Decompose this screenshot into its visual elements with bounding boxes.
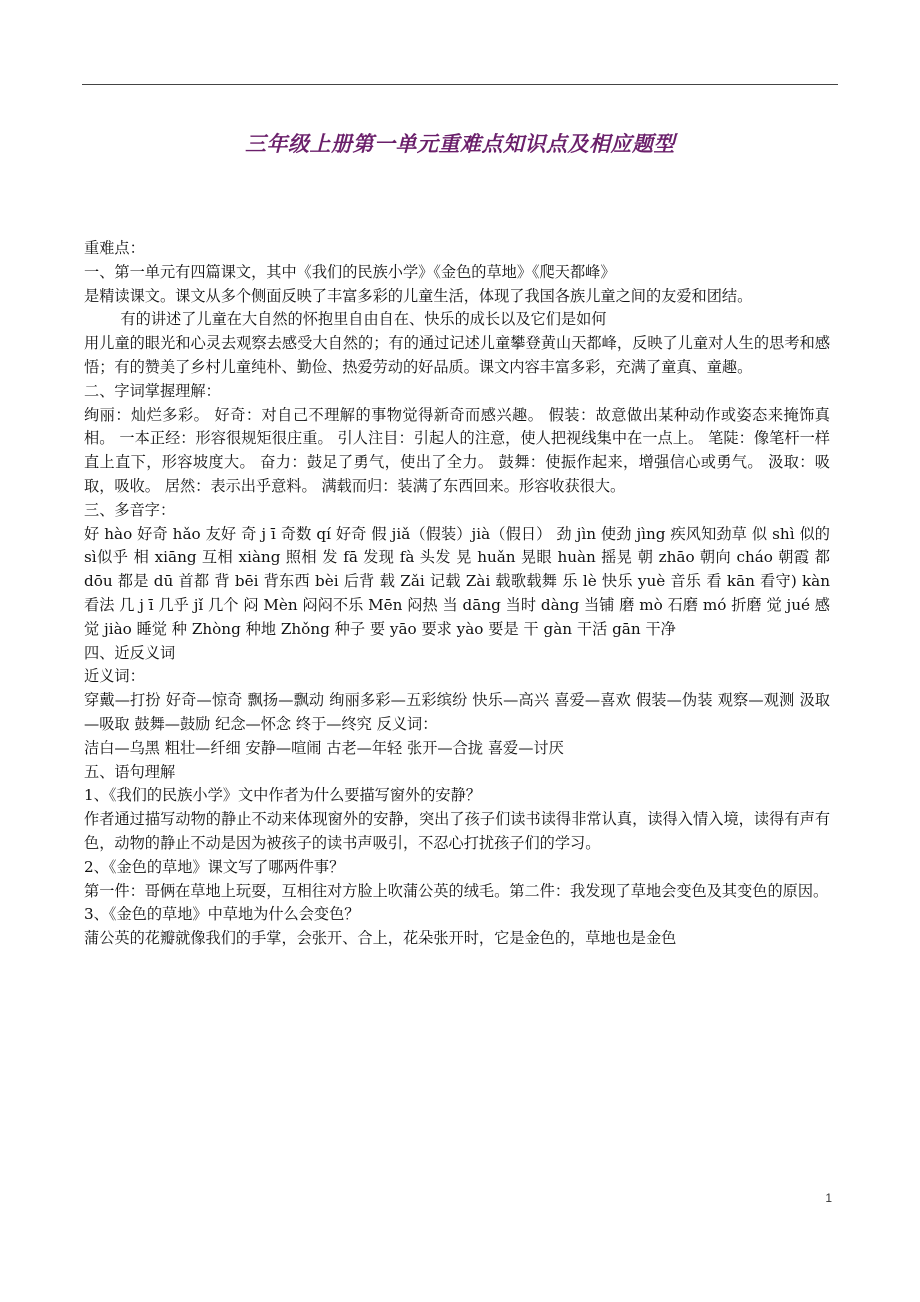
paragraph: 重难点： <box>84 239 145 257</box>
paragraph: 一、第一单元有四篇课文，其中《我们的民族小学》《金色的草地》《爬天都峰》 <box>84 262 616 281</box>
paragraph: 第一件：哥俩在草地上玩耍，互相往对方脸上吹蒲公英的绒毛。第二件：我发现了草地会变色及其变色的原因。 <box>84 881 829 900</box>
paragraph: 蒲公英的花瓣就像我们的手掌，会张开、合上，花朵张开时，它是金色的，草地也是金色 <box>84 929 677 948</box>
paragraph: 好 hào 好奇 hǎo 友好 奇 j ī 奇数 qí 好奇 假 jiǎ（假装）jià（假日） 劲 jìn 使劲 jìng 疾风知劲草 似 shì 似的 sì似乎 相 xiāng 互相 xiàng 照相 发 fā 发现 fà 头发 晃 huǎn 晃眼 huàn 摇晃 朝 zhāo 朝向 cháo 朝霞 都 dōu 都是 dū 首都 背 bēi 背东西 bèi 后背 载 Zǎi 记载 Zài 载歌载舞 乐 lè 快乐 yuè 音乐 看 kān 看守) kàn 看法 几 j ī 几乎 jǐ 几个 闷 Mèn 闷闷不乐 Mēn 闷热 当 dāng 当时 dàng 当铺 磨 mò 石磨 mó 折磨 觉 jué 感觉 jiào 睡觉 种 Zhòng 种地 Zhǒng 种子 要 yāo 要求 yào 要是 干 gàn 干活 gān 干净 <box>84 524 830 638</box>
document-title: 三年级上册第一单元重难点知识点及相应题型 <box>245 132 675 156</box>
paragraph: 是精读课文。课文从多个侧面反映了丰富多彩的儿童生活，体现了我国各族儿童之间的友爱和团结。 <box>84 286 753 305</box>
paragraph: 五、语句理解 <box>84 762 176 781</box>
paragraph: 四、近反义词 <box>84 643 176 662</box>
paragraph: 作者通过描写动物的静止不动来体现窗外的安静，突出了孩子们读书读得非常认真，读得入情入境，读得有声有色，动物的静止不动是因为被孩子的读书声吸引，不忍心打扰孩子们的学习。 <box>84 810 830 852</box>
paragraph: 有的讲述了儿童在大自然的怀抱里自由自在、快乐的成长以及它们是如何 <box>120 310 607 329</box>
paragraph: 2、《金色的草地》课文写了哪两件事？ <box>84 857 345 876</box>
paragraph: 二、字词掌握理解： <box>84 381 221 400</box>
paragraph: 用儿童的眼光和心灵去观察去感受大自然的；有的通过记述儿童攀登黄山天都峰，反映了儿童对人生的思考和感悟；有的赞美了乡村儿童纯朴、勤俭、热爱劳动的好品质。课文内容丰富多彩，充满了童真、童趣。 <box>84 334 830 376</box>
page-number: 1 <box>825 1191 832 1205</box>
paragraph: 三、多音字： <box>84 500 176 519</box>
paragraph: 绚丽：灿烂多彩。 好奇：对自己不理解的事物觉得新奇而感兴趣。 假装：故意做出某种动作或姿态来掩饰真相。 一本正经：形容很规矩很庄重。 引人注目：引起人的注意，使人把视线集中在一点上。 笔陡：像笔杆一样直上直下，形容坡度大。 奋力：鼓足了勇气，使出了全力。 鼓舞：使振作起来，增强信心或勇气。 汲取：吸取，吸收。 居然：表示出乎意料。 满载而归：装满了东西回来。形容收获很大。 <box>84 405 830 495</box>
paragraph: 近义词： <box>84 667 145 686</box>
paragraph: 穿戴—打扮 好奇—惊奇 飘扬—飘动 绚丽多彩—五彩缤纷 快乐—高兴 喜爱—喜欢 假装—伪装 观察—观测 汲取—吸取 鼓舞—鼓励 纪念—怀念 终于—终究 反义词： <box>84 691 830 733</box>
header-rule <box>82 84 838 85</box>
paragraph: 3、《金色的草地》中草地为什么会变色？ <box>84 905 360 924</box>
paragraph: 洁白—乌黑 粗壮—纤细 安静—喧闹 古老—年轻 张开—合拢 喜爱—讨厌 <box>84 738 564 757</box>
paragraph: 1、《我们的民族小学》文中作者为什么要描写窗外的安静？ <box>84 786 481 805</box>
document-body <box>84 237 830 951</box>
